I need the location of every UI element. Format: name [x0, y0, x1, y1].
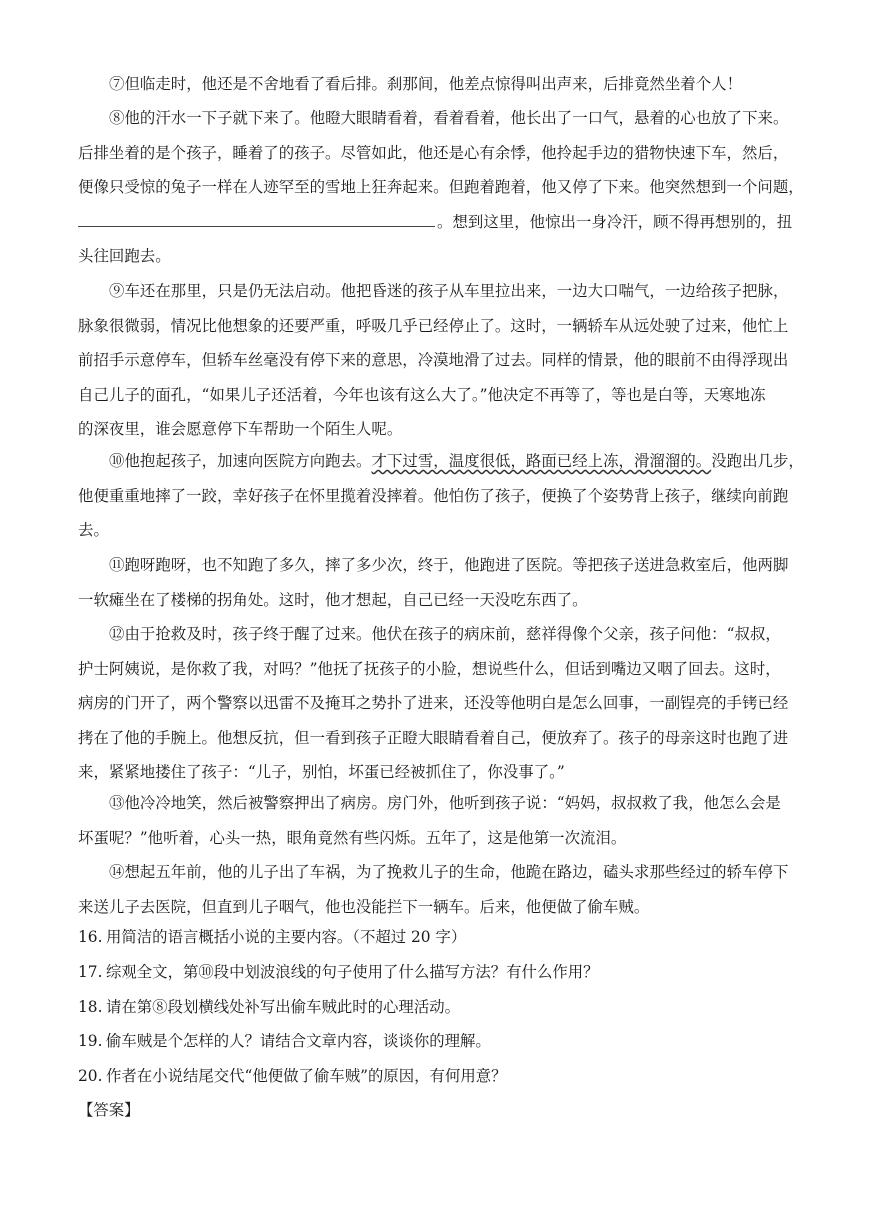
paragraph-line: 拷在了他的手腕上。他想反抗，但一看到孩子正瞪大眼睛看着自己，便放弃了。孩子的母亲这时也跑了进: [78, 728, 789, 747]
paragraph-line: ⑦但临走时，他还是不舍地看了看后排。刹那间，他差点惊得叫出声来，后排竟然坐着个人！: [109, 75, 743, 93]
paragraph-9: [78, 274, 793, 447]
paragraph-line: 自己儿子的面孔，“如果儿子还活着，今年也该有这么大了。”他决定不再等了，等也是白等，天寒地冻: [78, 385, 766, 404]
paragraph-line: ⑫由于抢救及时，孩子终于醒了过来。他伏在孩子的病床前，慈祥得像个父亲，孩子问他：“叔叔，: [109, 625, 781, 643]
paragraph-line: 脉象很微弱，情况比他想象的还要严重，呼吸几乎已经停止了。这时，一辆轿车从远处驶了过来，他忙上: [78, 316, 789, 335]
paragraph-line: 的深夜里，谁会愿意停下车帮助一个陌生人呢。: [78, 420, 403, 439]
paragraph-line: 便像只受惊的兔子一样在人迹罕至的雪地上狂奔起来。但跑着跑着，他又停了下来。他突然想到一个问题，: [78, 178, 804, 197]
paragraph-line: 他便重重地摔了一跤，幸好孩子在怀里揽着没摔着。他怕伤了孩子，便换了个姿势背上孩子，继续向前跑: [78, 486, 789, 505]
question-text: 请在第⑧段划横线处补写出偷车贼此时的心理活动。: [106, 998, 460, 1016]
question-number: 20.: [78, 1067, 103, 1085]
paragraph-line: ⑬他冷冷地笑，然后被警察押出了病房。房门外，他听到孩子说：“妈妈，叔叔救了我，他怎么会是: [109, 794, 781, 812]
paragraph-8: [78, 101, 804, 274]
paragraph-line: 前招手示意停车，但轿车丝毫没有停下来的意思，冷漠地滑了过去。同样的情景，他的眼前不由得浮现出: [78, 351, 789, 370]
paragraph-line-text: 没跑出几步，: [711, 452, 804, 470]
paragraph-line: 一软瘫坐在了楼梯的拐角处。这时，他才想起，自己已经一天没吃东西了。: [78, 590, 588, 609]
fill-in-blank[interactable]: [78, 210, 435, 227]
question-number: 19.: [78, 1032, 103, 1050]
paragraph-line: [78, 444, 804, 479]
paragraph-line: 病房的门开了，两个警察以迅雷不及掩耳之势扑了进来，还没等他明白是怎么回事，一副锃亮的手铐已经: [78, 694, 789, 713]
wavy-underlined-sentence: 才下过雪，温度很低，路面已经上冻，滑溜溜的。: [371, 452, 712, 470]
question-text: 作者在小说结尾交代“他便做了偷车贼”的原因，有何用意？: [106, 1067, 507, 1085]
question-19: [78, 1024, 793, 1059]
question-text: 偷车贼是个怎样的人？请结合文章内容，谈谈你的理解。: [106, 1032, 491, 1050]
paragraph-line: ⑪跑呀跑呀，也不知跑了多久，摔了多少次，终于，他跑进了医院。等把孩子送进急救室后，他两脚: [109, 556, 789, 574]
question-text: 综观全文，第⑩段中划波浪线的句子使用了什么描写方法？有什么作用？: [106, 963, 599, 981]
question-16: [78, 920, 793, 955]
paragraph-line-with-blank: [78, 205, 793, 240]
paragraph-12: [78, 617, 793, 790]
paragraph-line: 来，紧紧地搂住了孩子：“儿子，别怕，坏蛋已经被抓住了，你没事了。”: [78, 763, 565, 782]
paragraph-line: ⑨车还在那里，只是仍无法启动。他把昏迷的孩子从车里拉出来，一边大口喘气，一边给孩子把脉，: [109, 282, 789, 300]
paragraph-7: [78, 67, 793, 102]
paragraph-line-text: 。想到这里，他惊出一身冷汗，顾不得再想别的，扭: [437, 212, 793, 231]
paragraph-line: ⑭想起五年前，他的儿子出了车祸，为了挽救儿子的生命，他跪在路边，磕头求那些经过的轿车停下: [109, 863, 789, 881]
paragraph-line: 去。: [78, 521, 109, 540]
question-text: 用简洁的语言概括小说的主要内容。（不超过 20 字）: [106, 928, 467, 946]
question-20: [78, 1059, 793, 1094]
paragraph-line: 头往回跑去。: [78, 247, 171, 266]
paragraph-line: ⑧他的汗水一下子就下来了。他瞪大眼睛看着，看着看着，他长出了一口气，悬着的心也放了下来。: [109, 109, 789, 127]
question-number: 17.: [78, 963, 103, 981]
paragraph-line: 后排坐着的是个孩子，睡着了的孩子。尽管如此，他还是心有余悸，他拎起手边的猎物快速下车，然后，: [78, 143, 789, 162]
paragraph-line-text: ⑩他抱起孩子，加速向医院方向跑去。: [109, 452, 372, 470]
paragraph-10: [78, 444, 804, 548]
paragraph-line: 护士阿姨说，是你救了我，对吗？”他抚了抚孩子的小脸，想说些什么，但话到嘴边又咽了回去。这时，: [78, 659, 781, 678]
question-17: [78, 955, 793, 990]
answer-label: 【答案】: [78, 1101, 140, 1119]
paragraph-11: [78, 548, 793, 617]
paragraph-14: [78, 855, 793, 924]
question-number: 18.: [78, 998, 103, 1016]
question-18: [78, 990, 793, 1025]
paragraph-line: 来送儿子去医院，但直到儿子咽气，他也没能拦下一辆车。后来，他便做了偷车贼。: [78, 897, 650, 916]
question-number: 16.: [78, 928, 103, 946]
paragraph-13: [78, 786, 793, 855]
paragraph-line: 坏蛋呢？”他听着，心头一热，眼角竟然有些闪烁。五年了，这是他第一次流泪。: [78, 828, 627, 847]
